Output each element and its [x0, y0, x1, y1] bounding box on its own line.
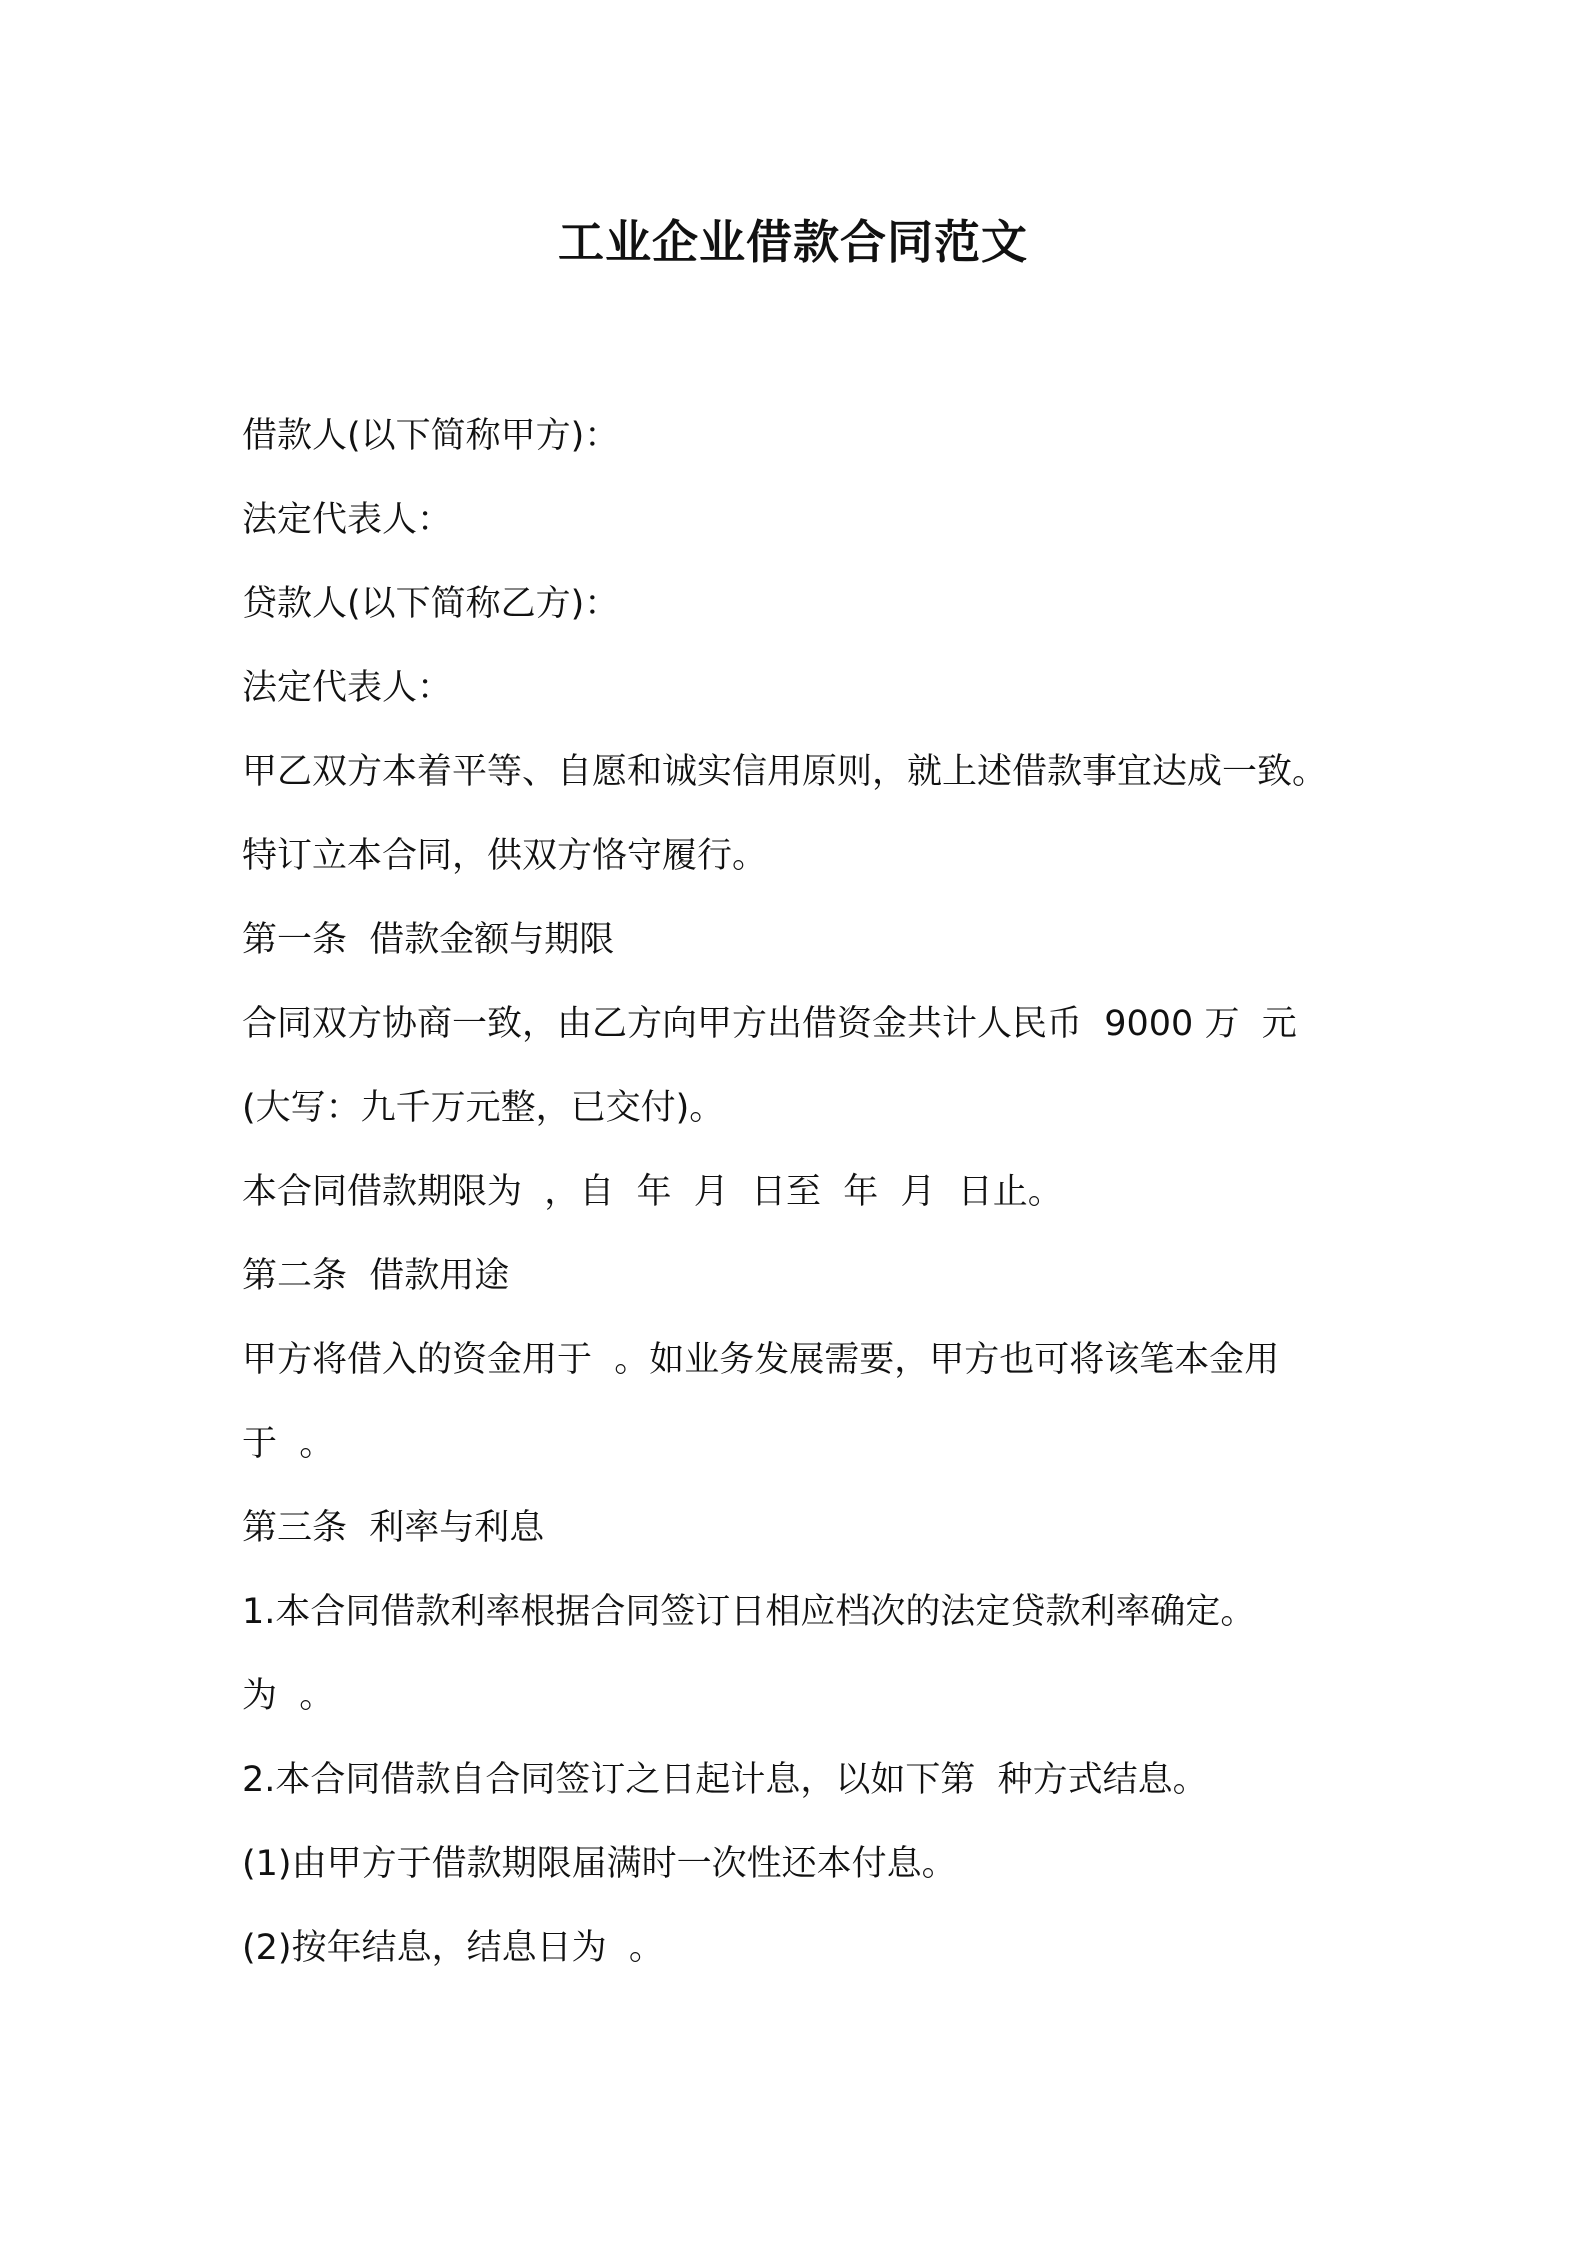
article-3-rate-line-2: 为 。: [242, 1676, 335, 1716]
borrower-line: 借款人(以下简称甲方)：: [242, 416, 620, 456]
borrower-legal-rep-line: 法定代表人：: [242, 500, 453, 540]
article-1-term-line: 本合同借款期限为 ，自 年 月 日至 年 月 日止。: [242, 1172, 1063, 1212]
article-1-heading: 第一条 借款金额与期限: [242, 920, 615, 960]
lender-legal-rep-line: 法定代表人：: [242, 668, 453, 708]
article-3-option-1: (1)由甲方于借款期限届满时一次性还本付息。: [242, 1844, 957, 1884]
article-2-purpose-line-2: 于 。: [242, 1424, 335, 1464]
article-2-purpose-line-1: 甲方将借入的资金用于 。如业务发展需要，甲方也可将该笔本金用: [242, 1340, 1280, 1380]
document-title: 工业企业借款合同范文: [558, 215, 1028, 269]
lender-line: 贷款人(以下简称乙方)：: [242, 584, 620, 624]
article-3-option-2: (2)按年结息，结息日为 。: [242, 1928, 664, 1968]
article-3-interest-line: 2.本合同借款自合同签订之日起计息，以如下第 种方式结息。: [242, 1760, 1208, 1800]
article-1-amount-words-line: (大写：九千万元整，已交付)。: [242, 1088, 725, 1128]
preamble-line-1: 甲乙双方本着平等、自愿和诚实信用原则，就上述借款事宜达成一致。: [242, 752, 1328, 792]
article-3-heading: 第三条 利率与利息: [242, 1508, 545, 1548]
article-3-rate-line-1: 1.本合同借款利率根据合同签订日相应档次的法定贷款利率确定。: [242, 1592, 1256, 1632]
article-2-heading: 第二条 借款用途: [242, 1256, 510, 1296]
article-1-amount-line: 合同双方协商一致，由乙方向甲方出借资金共计人民币 9000 万 元: [242, 1004, 1297, 1044]
preamble-line-2: 特订立本合同，供双方恪守履行。: [242, 836, 768, 876]
